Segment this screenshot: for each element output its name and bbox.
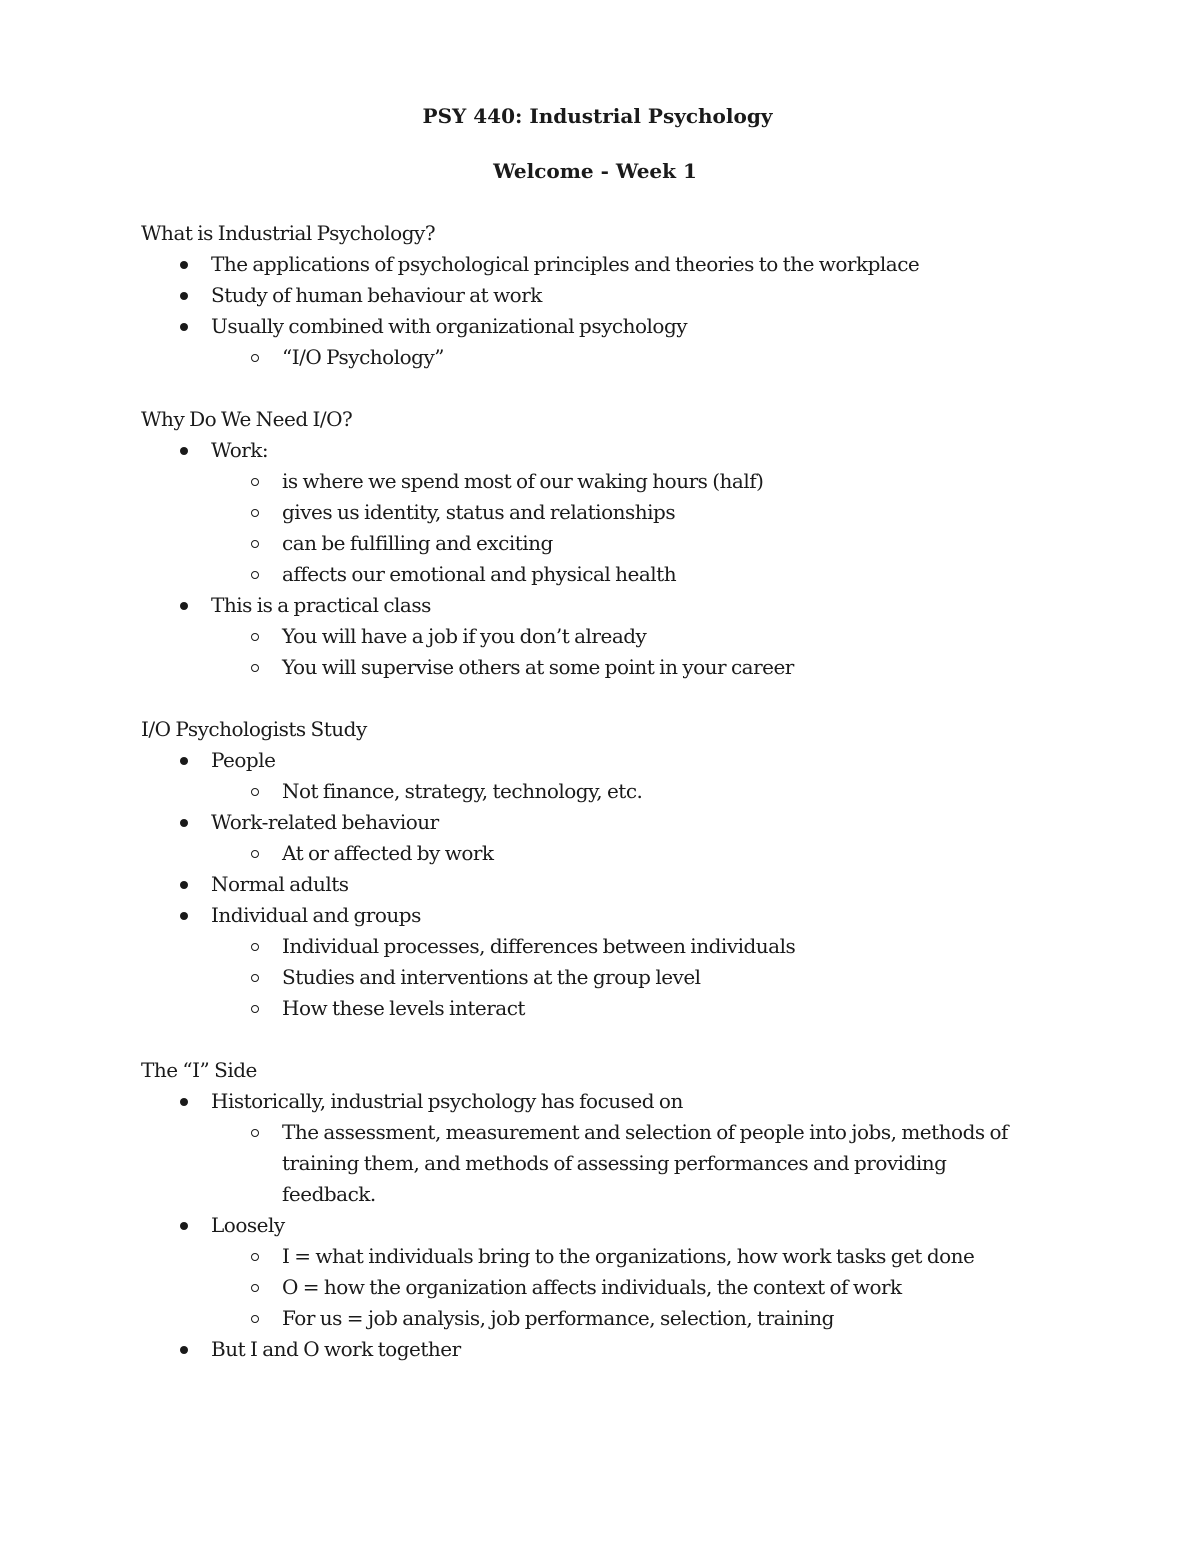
sub-bullet-text: At or affected by work [282,841,494,865]
filled-bullet-icon [180,912,188,920]
sub-bullet-item [141,652,1041,683]
sub-bullet-text: You will supervise others at some point in your career [282,655,794,679]
sub-bullet-item [141,559,1041,590]
bullet-text: Historically, industrial psychology has focused on [211,1089,683,1113]
sub-bullet-item [141,1117,1041,1210]
bullet-text: But I and O work together [211,1337,461,1361]
sub-bullet-item [141,342,1041,373]
hollow-bullet-icon [251,943,259,951]
filled-bullet-icon [180,447,188,455]
hollow-bullet-icon [251,1315,259,1323]
section [141,1055,1041,1365]
bullet-item [141,249,1041,280]
bullet-item [141,435,1041,466]
sub-bullet-text: I = what individuals bring to the organizations, how work tasks get done [282,1244,975,1268]
filled-bullet-icon [180,757,188,765]
filled-bullet-icon [180,1346,188,1354]
sub-bullet-text: affects our emotional and physical health [282,562,677,586]
bullet-text: Study of human behaviour at work [211,283,542,307]
sub-bullet-text: Not finance, strategy, technology, etc. [282,779,643,803]
hollow-bullet-icon [251,1253,259,1261]
bullet-item [141,1210,1041,1241]
sub-bullet-text: You will have a job if you don’t already [282,624,647,648]
filled-bullet-icon [180,602,188,610]
sub-bullet-text: Individual processes, differences between individuals [282,934,796,958]
bullet-item [141,1086,1041,1117]
bullet-item [141,280,1041,311]
sub-bullet-text: O = how the organization affects individuals, the context of work [282,1275,902,1299]
bullet-text: Normal adults [211,872,349,896]
bullet-list [141,249,1041,373]
bullet-text: Usually combined with organizational psychology [211,314,688,338]
section [141,404,1041,683]
bullet-item [141,311,1041,342]
sub-bullet-item [141,776,1041,807]
section-heading: I/O Psychologists Study [141,717,367,741]
bullet-text: People [211,748,276,772]
bullet-text: Loosely [211,1213,285,1237]
sub-bullet-text: The assessment, measurement and selection of people into jobs, methods of training them, and methods of assessing performances and providing feedback. [282,1120,1008,1206]
hollow-bullet-icon [251,974,259,982]
hollow-bullet-icon [251,633,259,641]
bullet-item [141,1334,1041,1365]
filled-bullet-icon [180,819,188,827]
sub-bullet-text: “I/O Psychology” [282,345,444,369]
bullet-list [141,745,1041,1024]
sub-bullet-text: For us = job analysis, job performance, selection, training [282,1306,834,1330]
document-body [141,218,1041,1396]
sub-bullet-item [141,931,1041,962]
sub-bullet-text: can be fulfilling and exciting [282,531,553,555]
bullet-item [141,807,1041,838]
hollow-bullet-icon [251,478,259,486]
bullet-text: Work: [211,438,269,462]
sub-bullet-text: gives us identity, status and relationships [282,500,676,524]
hollow-bullet-icon [251,1005,259,1013]
filled-bullet-icon [180,1222,188,1230]
hollow-bullet-icon [251,1284,259,1292]
bullet-text: Individual and groups [211,903,421,927]
filled-bullet-icon [180,292,188,300]
document-title: PSY 440: Industrial Psychology [422,104,773,128]
sub-bullet-item [141,621,1041,652]
sub-bullet-item [141,1272,1041,1303]
sub-bullet-item [141,962,1041,993]
section-heading: The “I” Side [141,1058,257,1082]
filled-bullet-icon [180,881,188,889]
hollow-bullet-icon [251,540,259,548]
section-heading: What is Industrial Psychology? [141,221,436,245]
sub-bullet-item [141,1241,1041,1272]
sub-bullet-item [141,466,1041,497]
bullet-text: This is a practical class [211,593,431,617]
sub-bullet-text: is where we spend most of our waking hours (half) [282,469,764,493]
sub-bullet-text: Studies and interventions at the group level [282,965,701,989]
hollow-bullet-icon [251,571,259,579]
filled-bullet-icon [180,1098,188,1106]
sub-bullet-item [141,838,1041,869]
bullet-item [141,745,1041,776]
section [141,218,1041,373]
sub-bullet-item [141,993,1041,1024]
sub-bullet-item [141,1303,1041,1334]
section-heading: Why Do We Need I/O? [141,407,353,431]
hollow-bullet-icon [251,354,259,362]
bullet-item [141,590,1041,621]
hollow-bullet-icon [251,509,259,517]
bullet-text: The applications of psychological principles and theories to the workplace [211,252,920,276]
bullet-item [141,900,1041,931]
bullet-item [141,869,1041,900]
hollow-bullet-icon [251,1129,259,1137]
sub-bullet-item [141,528,1041,559]
filled-bullet-icon [180,261,188,269]
bullet-list [141,1086,1041,1365]
section [141,714,1041,1024]
hollow-bullet-icon [251,664,259,672]
document-subtitle: Welcome - Week 1 [493,159,697,183]
filled-bullet-icon [180,323,188,331]
hollow-bullet-icon [251,788,259,796]
sub-bullet-text: How these levels interact [282,996,525,1020]
hollow-bullet-icon [251,850,259,858]
sub-bullet-item [141,497,1041,528]
bullet-text: Work-related behaviour [211,810,439,834]
bullet-list [141,435,1041,683]
